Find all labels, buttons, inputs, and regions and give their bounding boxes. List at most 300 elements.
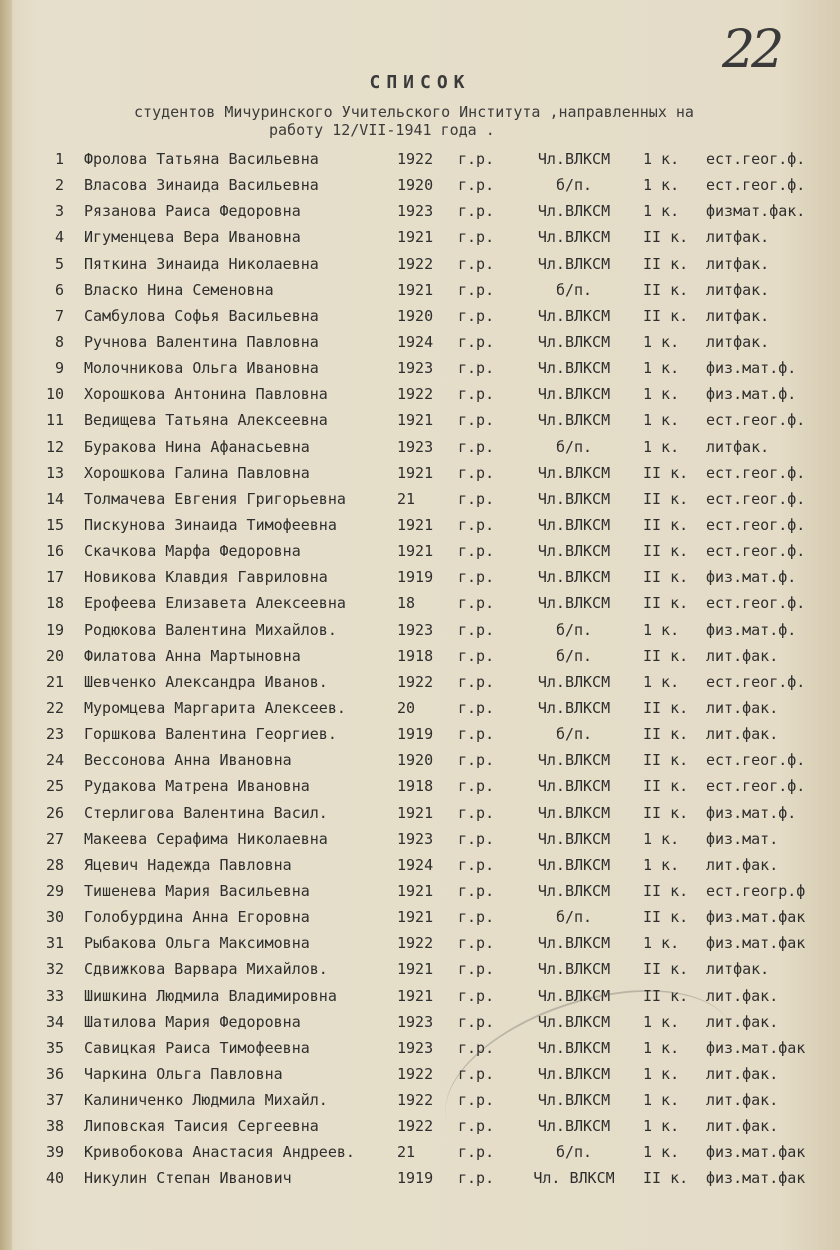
student-name: Пяткина Зинаида Николаевна [84, 254, 319, 273]
party-status: Чл.ВЛКСМ [537, 542, 611, 561]
faculty: физ.мат.фак [706, 1143, 806, 1162]
birth-year: 1922 [397, 1117, 434, 1136]
course: 1 к. [643, 385, 680, 404]
student-name: Ведищева Татьяна Алексеевна [84, 411, 328, 430]
student-name: Липовская Таисия Сергеевна [84, 1117, 319, 1136]
birth-year-suffix: г.р. [458, 908, 495, 927]
birth-year-suffix: г.р. [458, 463, 495, 482]
course: 1 к. [643, 1091, 680, 1110]
course: II к. [643, 698, 689, 717]
birth-year-suffix: г.р. [458, 672, 495, 691]
student-name: Макеева Серафима Николаевна [84, 829, 328, 848]
student-name: Тишенева Мария Васильевна [84, 881, 310, 900]
table-row [0, 773, 840, 799]
course: 1 к. [643, 437, 680, 456]
faculty: лит.фак. [706, 646, 779, 665]
table-row [0, 303, 840, 329]
birth-year-suffix: г.р. [458, 489, 495, 508]
faculty: ест.геог.ф. [706, 411, 806, 430]
row-number: 39 [45, 1143, 64, 1162]
faculty: физ.мат.фак [706, 934, 806, 953]
faculty: лит.фак. [706, 1064, 779, 1083]
student-name: Самбулова Софья Васильевна [84, 306, 319, 325]
birth-year: 1921 [397, 542, 434, 561]
row-number: 20 [45, 646, 64, 665]
party-status: б/п. [555, 725, 593, 744]
student-name: Рыбакова Ольга Максимовна [84, 934, 310, 953]
party-status: Чл.ВЛКСМ [537, 803, 611, 822]
birth-year-suffix: г.р. [458, 385, 495, 404]
faculty: ест.геог.ф. [706, 176, 806, 195]
faculty: ест.геог.ф. [706, 463, 806, 482]
party-status: Чл.ВЛКСМ [537, 1012, 611, 1031]
party-status: Чл.ВЛКСМ [537, 306, 611, 325]
birth-year-suffix: г.р. [458, 1012, 495, 1031]
row-number: 7 [54, 306, 64, 325]
birth-year: 1918 [397, 777, 434, 796]
student-name: Молочникова Ольга Ивановна [84, 359, 319, 378]
row-number: 14 [45, 489, 64, 508]
birth-year-suffix: г.р. [458, 646, 495, 665]
birth-year-suffix: г.р. [458, 881, 495, 900]
birth-year: 1923 [397, 620, 434, 639]
party-status: б/п. [555, 620, 593, 639]
student-name: Скачкова Марфа Федоровна [84, 542, 301, 561]
party-status: Чл.ВЛКСМ [537, 855, 611, 874]
row-number: 19 [45, 620, 64, 639]
birth-year: 1922 [397, 1064, 434, 1083]
birth-year: 1920 [397, 306, 434, 325]
table-row [0, 800, 840, 826]
table-row [0, 643, 840, 669]
student-name: Рязанова Раиса Федоровна [84, 202, 301, 221]
table-row [0, 878, 840, 904]
course: 1 к. [643, 1143, 680, 1162]
party-status: Чл.ВЛКСМ [537, 1091, 611, 1110]
table-row [0, 512, 840, 538]
row-number: 12 [45, 437, 64, 456]
birth-year-suffix: г.р. [458, 960, 495, 979]
row-number: 36 [45, 1064, 64, 1083]
birth-year-suffix: г.р. [458, 1091, 495, 1110]
birth-year: 1923 [397, 202, 434, 221]
faculty: ест.геог.ф. [706, 542, 806, 561]
faculty: физ.мат.фак [706, 1169, 806, 1188]
table-row [0, 146, 840, 172]
faculty: физ.мат. [706, 829, 779, 848]
faculty: физмат.фак. [706, 202, 806, 221]
birth-year: 1920 [397, 176, 434, 195]
student-name: Савицкая Раиса Тимофеевна [84, 1038, 310, 1057]
folio-number: 22 [722, 20, 781, 80]
birth-year-suffix: г.р. [458, 1038, 495, 1057]
party-status: Чл.ВЛКСМ [537, 150, 611, 168]
row-number: 3 [54, 202, 64, 221]
party-status: Чл.ВЛКСМ [537, 463, 611, 482]
party-status: б/п. [555, 437, 593, 456]
birth-year: 1921 [397, 463, 434, 482]
birth-year-suffix: г.р. [458, 280, 495, 299]
student-name: Яцевич Надежда Павловна [84, 855, 292, 874]
birth-year-suffix: г.р. [458, 202, 495, 221]
faculty: литфак. [706, 254, 770, 273]
row-number: 34 [45, 1012, 64, 1031]
birth-year: 1922 [397, 254, 434, 273]
subtitle-line-2: работу 12/VII-1941 года . [269, 121, 495, 139]
course: 1 к. [643, 672, 680, 691]
party-status: Чл.ВЛКСМ [537, 777, 611, 796]
party-status: Чл.ВЛКСМ [537, 385, 611, 404]
party-status: Чл.ВЛКСМ [537, 202, 611, 221]
course: II к. [643, 515, 689, 534]
student-name: Хорошкова Галина Павловна [84, 463, 310, 482]
faculty: физ.мат.ф. [706, 803, 797, 822]
table-row [0, 355, 840, 381]
course: 1 к. [643, 359, 680, 378]
birth-year: 1920 [397, 751, 434, 770]
course: II к. [643, 803, 689, 822]
student-name: Ерофеева Елизавета Алексеевна [84, 594, 346, 613]
faculty: ест.геог.ф. [706, 777, 806, 796]
course: 1 к. [643, 1117, 680, 1136]
student-name: Власова Зинаида Васильевна [84, 176, 319, 195]
course: 1 к. [643, 1064, 680, 1083]
party-status: Чл.ВЛКСМ [537, 934, 611, 953]
table-row [0, 669, 840, 695]
student-name: Толмачева Евгения Григорьевна [84, 489, 346, 508]
student-name: Буракова Нина Афанасьевна [84, 437, 310, 456]
table-row [0, 564, 840, 590]
birth-year-suffix: г.р. [458, 568, 495, 587]
birth-year-suffix: г.р. [458, 1169, 495, 1188]
birth-year: 1919 [397, 725, 434, 744]
course: 1 к. [643, 934, 680, 953]
table-row [0, 617, 840, 643]
student-name: Власко Нина Семеновна [84, 280, 274, 299]
table-row [0, 590, 840, 616]
birth-year-suffix: г.р. [458, 359, 495, 378]
table-row [0, 747, 840, 773]
table-row [0, 721, 840, 747]
student-name: Калиниченко Людмила Михайл. [84, 1091, 328, 1110]
faculty: литфак. [706, 280, 770, 299]
row-number: 32 [45, 960, 64, 979]
party-status: б/п. [555, 176, 593, 195]
row-number: 35 [45, 1038, 64, 1057]
course: 1 к. [643, 176, 680, 195]
birth-year: 1921 [397, 908, 434, 927]
row-number: 26 [45, 803, 64, 822]
student-name: Муромцева Маргарита Алексеев. [84, 698, 346, 717]
table-row [0, 224, 840, 250]
row-number: 18 [45, 594, 64, 613]
birth-year-suffix: г.р. [458, 150, 495, 168]
course: II к. [643, 751, 689, 770]
birth-year: 1923 [397, 1012, 434, 1031]
faculty: физ.мат.ф. [706, 620, 797, 639]
birth-year-suffix: г.р. [458, 515, 495, 534]
faculty: физ.мат.ф. [706, 385, 797, 404]
party-status: Чл.ВЛКСМ [537, 1064, 611, 1083]
party-status: Чл.ВЛКСМ [537, 228, 611, 247]
row-number: 4 [54, 228, 64, 247]
student-name: Кривобокова Анастасия Андреев. [84, 1143, 355, 1162]
birth-year-suffix: г.р. [458, 411, 495, 430]
table-row [0, 956, 840, 982]
party-status: Чл.ВЛКСМ [537, 960, 611, 979]
birth-year-suffix: г.р. [458, 620, 495, 639]
row-number: 23 [45, 725, 64, 744]
party-status: Чл. ВЛКСМ [533, 1169, 615, 1188]
student-name: Стерлигова Валентина Васил. [84, 803, 328, 822]
birth-year: 21 [397, 1143, 416, 1162]
birth-year: 1923 [397, 359, 434, 378]
subtitle-line-1: студентов Мичуринского Учительского Института ,направленных на [134, 103, 694, 121]
row-number: 8 [54, 332, 64, 351]
course: II к. [643, 646, 689, 665]
birth-year-suffix: г.р. [458, 751, 495, 770]
faculty: физ.мат.ф. [706, 568, 797, 587]
student-name: Фролова Татьяна Васильевна [84, 150, 319, 168]
student-name: Шатилова Мария Федоровна [84, 1012, 301, 1031]
table-row [0, 198, 840, 224]
faculty: ест.геогр.ф [706, 881, 806, 900]
birth-year: 18 [397, 594, 416, 613]
table-row [0, 1139, 840, 1165]
birth-year: 1923 [397, 437, 434, 456]
course: II к. [643, 463, 689, 482]
student-name: Филатова Анна Мартыновна [84, 646, 301, 665]
birth-year-suffix: г.р. [458, 725, 495, 744]
birth-year: 1921 [397, 803, 434, 822]
party-status: б/п. [555, 908, 593, 927]
course: II к. [643, 280, 689, 299]
faculty: лит.фак. [706, 1091, 779, 1110]
row-number: 27 [45, 829, 64, 848]
birth-year: 1921 [397, 411, 434, 430]
row-number: 16 [45, 542, 64, 561]
row-number: 13 [45, 463, 64, 482]
row-number: 6 [54, 280, 64, 299]
student-name: Ручнова Валентина Павловна [84, 332, 319, 351]
birth-year-suffix: г.р. [458, 306, 495, 325]
row-number: 11 [45, 411, 64, 430]
course: 1 к. [643, 1038, 680, 1057]
birth-year: 1922 [397, 1091, 434, 1110]
birth-year-suffix: г.р. [458, 934, 495, 953]
course: II к. [643, 568, 689, 587]
party-status: Чл.ВЛКСМ [537, 411, 611, 430]
party-status: б/п. [555, 280, 593, 299]
birth-year: 1918 [397, 646, 434, 665]
faculty: ест.геог.ф. [706, 751, 806, 770]
party-status: Чл.ВЛКСМ [537, 568, 611, 587]
table-row [0, 460, 840, 486]
course: II к. [643, 986, 689, 1005]
birth-year-suffix: г.р. [458, 829, 495, 848]
row-number: 40 [45, 1169, 64, 1188]
row-number: 38 [45, 1117, 64, 1136]
birth-year: 1922 [397, 934, 434, 953]
course: II к. [643, 881, 689, 900]
course: 1 к. [643, 855, 680, 874]
table-row [0, 172, 840, 198]
course: 1 к. [643, 829, 680, 848]
birth-year-suffix: г.р. [458, 332, 495, 351]
course: II к. [643, 777, 689, 796]
student-name: Вессонова Анна Ивановна [84, 751, 292, 770]
student-name: Шишкина Людмила Владимировна [84, 986, 337, 1005]
row-number: 30 [45, 908, 64, 927]
course: II к. [643, 228, 689, 247]
birth-year-suffix: г.р. [458, 777, 495, 796]
birth-year: 1924 [397, 332, 434, 351]
course: 1 к. [643, 1012, 680, 1031]
student-name: Игуменцева Вера Ивановна [84, 228, 301, 247]
table-row [0, 329, 840, 355]
student-name: Голобурдина Анна Егоровна [84, 908, 310, 927]
birth-year: 1919 [397, 568, 434, 587]
row-number: 24 [45, 751, 64, 770]
faculty: литфак. [706, 332, 770, 351]
birth-year-suffix: г.р. [458, 986, 495, 1005]
birth-year: 1922 [397, 672, 434, 691]
birth-year: 1923 [397, 829, 434, 848]
student-name: Никулин Степан Иванович [84, 1169, 292, 1188]
student-name: Новикова Клавдия Гавриловна [84, 568, 328, 587]
student-name: Родюкова Валентина Михайлов. [84, 620, 337, 639]
birth-year-suffix: г.р. [458, 228, 495, 247]
birth-year: 1922 [397, 150, 434, 168]
table-row [0, 381, 840, 407]
row-number: 28 [45, 855, 64, 874]
table-row [0, 251, 840, 277]
student-name: Пискунова Зинаида Тимофеевна [84, 515, 337, 534]
faculty: лит.фак. [706, 1012, 779, 1031]
birth-year: 1921 [397, 960, 434, 979]
course: 1 к. [643, 202, 680, 221]
table-row [0, 277, 840, 303]
table-row [0, 930, 840, 956]
faculty: физ.мат.ф. [706, 359, 797, 378]
birth-year-suffix: г.р. [458, 254, 495, 273]
birth-year: 1921 [397, 280, 434, 299]
course: II к. [643, 306, 689, 325]
faculty: литфак. [706, 306, 770, 325]
party-status: Чл.ВЛКСМ [537, 1117, 611, 1136]
row-number: 31 [45, 934, 64, 953]
birth-year: 20 [397, 698, 416, 717]
table-row [0, 852, 840, 878]
faculty: ест.геог.ф. [706, 489, 806, 508]
row-number: 25 [45, 777, 64, 796]
birth-year: 1919 [397, 1169, 434, 1188]
party-status: Чл.ВЛКСМ [537, 751, 611, 770]
party-status: Чл.ВЛКСМ [537, 1038, 611, 1057]
party-status: Чл.ВЛКСМ [537, 829, 611, 848]
student-name: Рудакова Матрена Ивановна [84, 777, 310, 796]
faculty: ест.геог.ф. [706, 150, 806, 168]
faculty: лит.фак. [706, 725, 779, 744]
faculty: лит.фак. [706, 855, 779, 874]
birth-year-suffix: г.р. [458, 698, 495, 717]
birth-year-suffix: г.р. [458, 437, 495, 456]
faculty: литфак. [706, 960, 770, 979]
table-row [0, 983, 840, 1009]
table-row [0, 1165, 840, 1191]
row-number: 1 [54, 150, 64, 168]
table-row [0, 407, 840, 433]
party-status: Чл.ВЛКСМ [537, 986, 611, 1005]
row-number: 29 [45, 881, 64, 900]
course: II к. [643, 960, 689, 979]
document-subtitle [54, 103, 774, 139]
party-status: Чл.ВЛКСМ [537, 254, 611, 273]
birth-year-suffix: г.р. [458, 1064, 495, 1083]
birth-year: 1921 [397, 986, 434, 1005]
birth-year-suffix: г.р. [458, 542, 495, 561]
table-row [0, 486, 840, 512]
row-number: 15 [45, 515, 64, 534]
faculty: лит.фак. [706, 1117, 779, 1136]
table-row [0, 826, 840, 852]
birth-year: 1921 [397, 881, 434, 900]
course: II к. [643, 1169, 689, 1188]
table-row [0, 434, 840, 460]
student-name: Горшкова Валентина Георгиев. [84, 725, 337, 744]
party-status: Чл.ВЛКСМ [537, 489, 611, 508]
birth-year: 1921 [397, 228, 434, 247]
course: II к. [643, 542, 689, 561]
faculty: ест.геог.ф. [706, 594, 806, 613]
party-status: Чл.ВЛКСМ [537, 881, 611, 900]
birth-year-suffix: г.р. [458, 594, 495, 613]
birth-year-suffix: г.р. [458, 176, 495, 195]
table-row [0, 1087, 840, 1113]
course: 1 к. [643, 332, 680, 351]
table-row [0, 538, 840, 564]
course: II к. [643, 594, 689, 613]
party-status: б/п. [555, 1143, 593, 1162]
birth-year-suffix: г.р. [458, 855, 495, 874]
party-status: Чл.ВЛКСМ [537, 698, 611, 717]
faculty: лит.фак. [706, 986, 779, 1005]
course: II к. [643, 908, 689, 927]
party-status: Чл.ВЛКСМ [537, 515, 611, 534]
row-number: 37 [45, 1091, 64, 1110]
row-number: 33 [45, 986, 64, 1005]
faculty: литфак. [706, 228, 770, 247]
birth-year-suffix: г.р. [458, 1143, 495, 1162]
student-name: Хорошкова Антонина Павловна [84, 385, 328, 404]
row-number: 5 [54, 254, 64, 273]
course: 1 к. [643, 620, 680, 639]
party-status: Чл.ВЛКСМ [537, 359, 611, 378]
student-name: Шевченко Александра Иванов. [84, 672, 328, 691]
faculty: ест.геог.ф. [706, 672, 806, 691]
row-number: 22 [45, 698, 64, 717]
table-row [0, 695, 840, 721]
table-row [0, 1113, 840, 1139]
birth-year: 1922 [397, 385, 434, 404]
course: 1 к. [643, 411, 680, 430]
birth-year-suffix: г.р. [458, 803, 495, 822]
birth-year: 1923 [397, 1038, 434, 1057]
party-status: Чл.ВЛКСМ [537, 332, 611, 351]
student-name: Чаркина Ольга Павловна [84, 1064, 283, 1083]
table-row [0, 904, 840, 930]
party-status: Чл.ВЛКСМ [537, 672, 611, 691]
